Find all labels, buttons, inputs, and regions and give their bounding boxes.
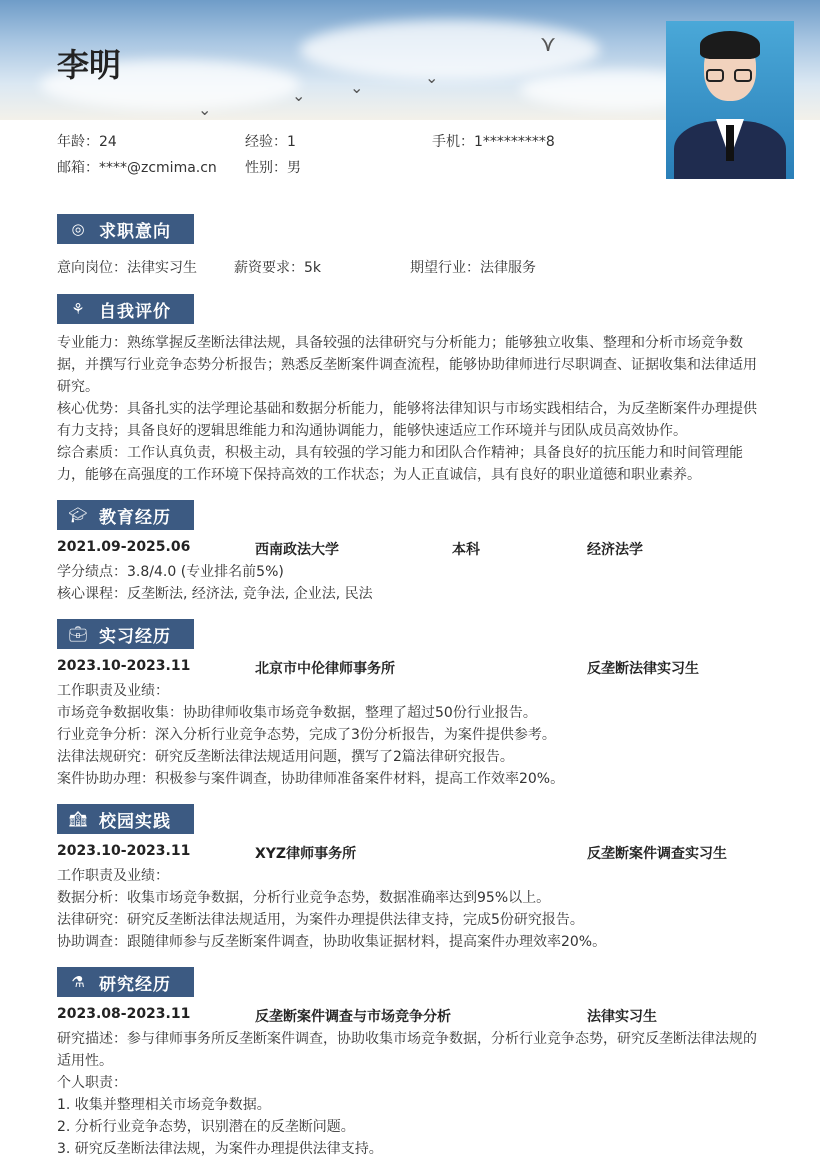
research-role: 法律实习生 xyxy=(587,1009,657,1025)
research-date: 2023.08-2023.11 xyxy=(57,1006,191,1022)
intern-line: 行业竞争分析：深入分析行业竞争态势，完成了3份分析报告，为案件提供参考。 xyxy=(57,727,556,743)
section-header-research xyxy=(57,967,194,997)
bird-icon: ⌄ xyxy=(425,68,439,87)
phone: 手机：1*********8 xyxy=(432,134,555,150)
section-title: 自我评价 xyxy=(99,301,171,322)
research-line: 个人职责： xyxy=(57,1075,127,1091)
edu-degree: 本科 xyxy=(452,542,480,558)
gender: 性别：男 xyxy=(245,160,301,176)
salary: 薪资要求：5k xyxy=(234,260,322,276)
age: 年龄：24 xyxy=(57,134,117,150)
intern-org: 北京市中伦律师事务所 xyxy=(255,661,395,677)
briefcase-icon: 💼︎ xyxy=(68,625,88,643)
target-icon: ◎ xyxy=(71,220,85,238)
edu-line: 核心课程：反垄断法, 经济法, 竞争法, 企业法, 民法 xyxy=(57,586,373,602)
campus-line: 数据分析：收集市场竞争数据，分析行业竞争态势，数据准确率达到95%以上。 xyxy=(57,890,551,906)
section-header-intention xyxy=(57,214,194,244)
campus-role: 反垄断案件调查实习生 xyxy=(587,846,727,862)
school-icon: 🏫︎ xyxy=(68,810,88,828)
intern-role: 反垄断法律实习生 xyxy=(587,661,699,677)
research-line: 2. 分析行业竞争态势，识别潜在的反垄断问题。 xyxy=(57,1119,355,1135)
self-evaluation xyxy=(57,332,767,486)
email: 邮箱：****@zcmima.cn xyxy=(57,160,217,176)
candidate-name: 李明 xyxy=(57,46,122,84)
edu-date: 2021.09-2025.06 xyxy=(57,539,191,555)
intern-date: 2023.10-2023.11 xyxy=(57,658,191,674)
section-header-campus xyxy=(57,804,194,834)
intern-line: 工作职责及业绩： xyxy=(57,683,169,699)
intended-position: 意向岗位：法律实习生 xyxy=(57,260,197,276)
profile-photo xyxy=(666,21,794,179)
campus-line: 工作职责及业绩： xyxy=(57,868,169,884)
industry: 期望行业：法律服务 xyxy=(410,260,536,276)
campus-details xyxy=(57,865,767,953)
experience: 经验：1 xyxy=(245,134,296,150)
edu-details xyxy=(57,561,767,605)
edu-line: 学分绩点：3.8/4.0 (专业排名前5%) xyxy=(57,564,284,580)
section-title: 校园实践 xyxy=(99,811,171,832)
bird-icon: ⌄ xyxy=(198,100,212,119)
section-title: 实习经历 xyxy=(99,626,171,647)
self-evaluation-line: 专业能力：熟练掌握反垄断法律法规，具备较强的法律研究与分析能力；能够独立收集、整理和分析市场竞争数据，并撰写行业竞争态势分析报告；熟悉反垄断案件调查流程，能够协助律师进行尽职调查、证据收集和法律适用研究。 xyxy=(57,335,757,395)
research-line: 研究描述：参与律师事务所反垄断案件调查，协助收集市场竞争数据，分析行业竞争态势，研究反垄断法律法规的适用性。 xyxy=(57,1031,757,1069)
self-evaluation-line: 综合素质：工作认真负责，积极主动，具有较强的学习能力和团队合作精神；具备良好的抗压能力和时间管理能力，能够在高强度的工作环境下保持高效的工作状态；为人正直诚信，具有良好的职业道德和职业素养。 xyxy=(57,445,743,483)
flask-icon: ⚗ xyxy=(71,973,85,991)
research-details xyxy=(57,1028,767,1160)
intern-line: 市场竞争数据收集：协助律师收集市场竞争数据，整理了超过50份行业报告。 xyxy=(57,705,537,721)
research-line: 1. 收集并整理相关市场竞争数据。 xyxy=(57,1097,271,1113)
campus-date: 2023.10-2023.11 xyxy=(57,843,191,859)
section-header-education xyxy=(57,500,194,530)
research-topic: 反垄断案件调查与市场竞争分析 xyxy=(255,1009,451,1025)
flower-icon: ⚘ xyxy=(71,300,85,318)
bird-icon: ⌄ xyxy=(350,78,364,97)
edu-major: 经济法学 xyxy=(587,542,643,558)
section-title: 求职意向 xyxy=(99,221,171,242)
section-title: 教育经历 xyxy=(99,507,171,528)
section-header-self-evaluation xyxy=(57,294,194,324)
intern-line: 案件协助办理：积极参与案件调查，协助律师准备案件材料，提高工作效率20%。 xyxy=(57,771,565,787)
self-evaluation-line: 核心优势：具备扎实的法学理论基础和数据分析能力，能够将法律知识与市场实践相结合，为反垄断案件办理提供有力支持；具备良好的逻辑思维能力和沟通协调能力，能够快速适应工作环境并与团队成员高效协作。 xyxy=(57,401,757,439)
graduation-cap-icon: 🎓︎ xyxy=(68,506,88,524)
campus-org: XYZ律师事务所 xyxy=(255,846,357,862)
campus-line: 法律研究：研究反垄断法律法规适用，为案件办理提供法律支持，完成5份研究报告。 xyxy=(57,912,584,928)
intern-details xyxy=(57,680,767,790)
campus-line: 协助调查：跟随律师参与反垄断案件调查，协助收集证据材料，提高案件办理效率20%。 xyxy=(57,934,607,950)
bird-icon: ⋎ xyxy=(540,32,557,57)
section-title: 研究经历 xyxy=(99,974,171,995)
research-line: 3. 研究反垄断法律法规，为案件办理提供法律支持。 xyxy=(57,1141,383,1157)
intern-line: 法律法规研究：研究反垄断法律法规适用问题，撰写了2篇法律研究报告。 xyxy=(57,749,514,765)
edu-school: 西南政法大学 xyxy=(255,542,339,558)
section-header-internship xyxy=(57,619,194,649)
bird-icon: ⌄ xyxy=(292,86,306,105)
